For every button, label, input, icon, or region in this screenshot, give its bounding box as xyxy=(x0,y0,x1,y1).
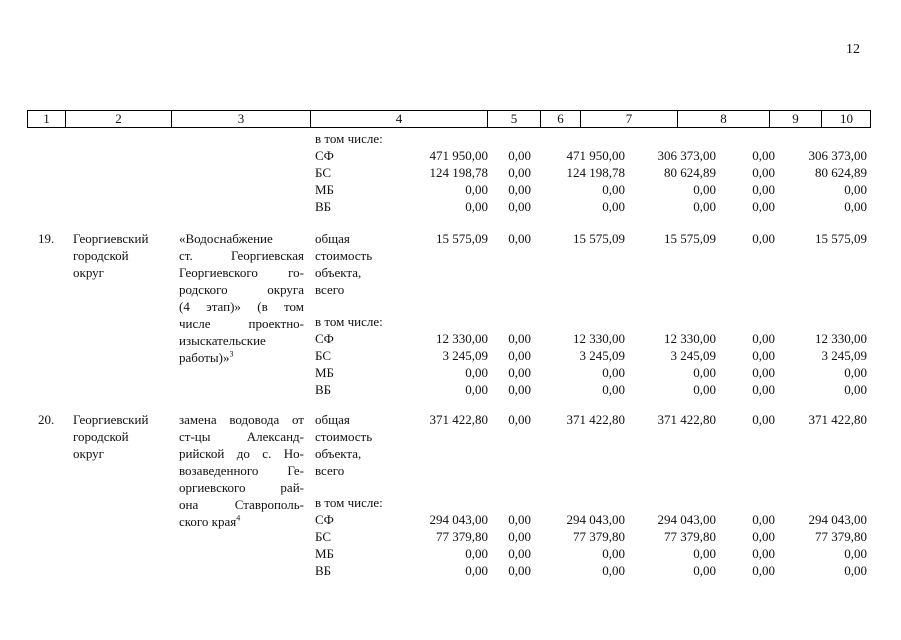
block20-row-СФ-col-8: 294 043,00 xyxy=(657,512,716,527)
block19-row-ВБ-col-8: 0,00 xyxy=(693,382,716,397)
block19-row-СФ-col-9: 0,00 xyxy=(752,331,775,346)
block19-description-line: работы)» xyxy=(179,350,230,365)
block19-row-МБ-col-6: 0,00 xyxy=(508,365,531,380)
block20-total-label-line: стоимость xyxy=(315,429,373,444)
block19-row-ВБ-col-10: 0,00 xyxy=(844,382,867,397)
block0-row-СФ-col-6: 0,00 xyxy=(508,148,531,163)
block20-row-ВБ-col-5: 0,00 xyxy=(465,563,488,578)
block19-total-label-line: всего xyxy=(315,282,345,297)
block20-description-last-line xyxy=(179,513,304,530)
block20-description-line: возаведенного Ге- xyxy=(179,463,304,478)
header-cell-6: 6 xyxy=(541,111,581,127)
block0-row-СФ-key: СФ xyxy=(315,148,334,163)
block19-row-БС-col-9: 0,00 xyxy=(752,348,775,363)
block0-row-БС-col-7: 124 198,78 xyxy=(566,165,625,180)
block20-total-col-9: 0,00 xyxy=(752,412,775,427)
block20-row-МБ-col-5: 0,00 xyxy=(465,546,488,561)
block20-district-line: городской xyxy=(73,429,129,444)
block19-row-БС-key: БС xyxy=(315,348,332,363)
block20-description-line: рийской до с. Но- xyxy=(179,446,304,461)
block0-row-ВБ-col-10: 0,00 xyxy=(844,199,867,214)
block20-description-line: замена водовода от xyxy=(179,412,304,427)
block20-row-БС-col-9: 0,00 xyxy=(752,529,775,544)
block0-row-БС-col-9: 0,00 xyxy=(752,165,775,180)
block0-row-ВБ-col-6: 0,00 xyxy=(508,199,531,214)
block19-row-БС-col-10: 3 245,09 xyxy=(821,348,867,363)
header-cell-4: 4 xyxy=(311,111,488,127)
block19-description-line: изыскательские xyxy=(179,333,266,348)
block19-row-БС-col-8: 3 245,09 xyxy=(670,348,716,363)
block19-footnote-ref: 3 xyxy=(229,349,234,359)
block20-row-МБ-col-8: 0,00 xyxy=(693,546,716,561)
block0-row-СФ-col-7: 471 950,00 xyxy=(566,148,625,163)
block0-row-МБ-col-5: 0,00 xyxy=(465,182,488,197)
block20-description-line: ского края xyxy=(179,514,237,529)
block20-row-МБ-col-10: 0,00 xyxy=(844,546,867,561)
block20-total-label-line: общая xyxy=(315,412,350,427)
block20-total-col-8: 371 422,80 xyxy=(657,412,716,427)
block19-row-МБ-col-8: 0,00 xyxy=(693,365,716,380)
block19-row-СФ-col-8: 12 330,00 xyxy=(664,331,716,346)
block19-row-СФ-key: СФ xyxy=(315,331,334,346)
block0-row-ВБ-key: ВБ xyxy=(315,199,332,214)
block20-row-МБ-col-6: 0,00 xyxy=(508,546,531,561)
block19-row-МБ-col-5: 0,00 xyxy=(465,365,488,380)
block19-row-СФ-col-5: 12 330,00 xyxy=(436,331,488,346)
block20-description-line: она Ставрополь- xyxy=(179,497,304,512)
block0-row-ВБ-col-5: 0,00 xyxy=(465,199,488,214)
table-header xyxy=(27,110,871,128)
block0-row-МБ-col-7: 0,00 xyxy=(602,182,625,197)
block20-row-СФ-key: СФ xyxy=(315,512,334,527)
block0-row-БС-col-6: 0,00 xyxy=(508,165,531,180)
block20-description-line: ст-цы Александ- xyxy=(179,429,304,444)
block20-row-ВБ-key: ВБ xyxy=(315,563,332,578)
block19-row-МБ-key: МБ xyxy=(315,365,335,380)
block20-total-col-10: 371 422,80 xyxy=(808,412,867,427)
block19-row-МБ-col-9: 0,00 xyxy=(752,365,775,380)
block19-description-line: родского округа xyxy=(179,282,304,297)
block20-row-БС-col-7: 77 379,80 xyxy=(573,529,625,544)
block19-row-ВБ-col-5: 0,00 xyxy=(465,382,488,397)
block0-row-СФ-col-10: 306 373,00 xyxy=(808,148,867,163)
block20-row-ВБ-col-9: 0,00 xyxy=(752,563,775,578)
block19-description-line: «Водоснабжение xyxy=(179,231,273,246)
block20-row-БС-col-8: 77 379,80 xyxy=(664,529,716,544)
block19-description-last-line xyxy=(179,349,304,366)
header-cell-1: 1 xyxy=(28,111,66,127)
block19-district-line: округ xyxy=(73,265,104,280)
block19-description xyxy=(179,230,304,366)
block20-row-СФ-col-7: 294 043,00 xyxy=(566,512,625,527)
block20-row-ВБ-col-6: 0,00 xyxy=(508,563,531,578)
header-cell-3: 3 xyxy=(172,111,311,127)
block19-total-col-7: 15 575,09 xyxy=(573,231,625,246)
block19-including-label: в том числе: xyxy=(315,314,383,329)
block20-row-БС-col-6: 0,00 xyxy=(508,529,531,544)
block20-row-БС-key: БС xyxy=(315,529,332,544)
block19-description-line: ст. Георгиевская xyxy=(179,248,304,263)
block0-row-МБ-col-6: 0,00 xyxy=(508,182,531,197)
block20-description-line: оргиевского рай- xyxy=(179,480,304,495)
block19-row-БС-col-7: 3 245,09 xyxy=(579,348,625,363)
block19-total-label-line: общая xyxy=(315,231,350,246)
block20-total-col-6: 0,00 xyxy=(508,412,531,427)
block20-row-БС-col-5: 77 379,80 xyxy=(436,529,488,544)
block19-row-ВБ-key: ВБ xyxy=(315,382,332,397)
block0-row-БС-key: БС xyxy=(315,165,332,180)
block19-district-line: Георгиевский xyxy=(73,231,149,246)
block20-district-line: округ xyxy=(73,446,104,461)
block0-row-ВБ-col-7: 0,00 xyxy=(602,199,625,214)
block20-row-СФ-col-10: 294 043,00 xyxy=(808,512,867,527)
block19-total-col-6: 0,00 xyxy=(508,231,531,246)
block20-footnote-ref: 4 xyxy=(236,513,241,523)
block0-row-БС-col-5: 124 198,78 xyxy=(429,165,488,180)
block0-row-МБ-col-10: 0,00 xyxy=(844,182,867,197)
block20-row-ВБ-col-8: 0,00 xyxy=(693,563,716,578)
block19-row-МБ-col-10: 0,00 xyxy=(844,365,867,380)
block0-row-МБ-col-8: 0,00 xyxy=(693,182,716,197)
block19-total-col-8: 15 575,09 xyxy=(664,231,716,246)
header-cell-7: 7 xyxy=(581,111,678,127)
block20-total-label-line: объекта, xyxy=(315,446,362,461)
block19-total-label-line: объекта, xyxy=(315,265,362,280)
block0-row-СФ-col-8: 306 373,00 xyxy=(657,148,716,163)
block20-number: 20. xyxy=(38,412,55,427)
block19-row-ВБ-col-7: 0,00 xyxy=(602,382,625,397)
block0-row-ВБ-col-8: 0,00 xyxy=(693,199,716,214)
block19-row-ВБ-col-6: 0,00 xyxy=(508,382,531,397)
block19-total-col-5: 15 575,09 xyxy=(436,231,488,246)
block19-description-line: Георгиевского го- xyxy=(179,265,304,280)
block20-row-МБ-col-7: 0,00 xyxy=(602,546,625,561)
block20-row-СФ-col-5: 294 043,00 xyxy=(429,512,488,527)
block20-row-МБ-key: МБ xyxy=(315,546,335,561)
block0-row-БС-col-10: 80 624,89 xyxy=(815,165,867,180)
block20-including-label: в том числе: xyxy=(315,495,383,510)
block20-total-col-5: 371 422,80 xyxy=(429,412,488,427)
block19-row-СФ-col-10: 12 330,00 xyxy=(815,331,867,346)
block20-row-СФ-col-6: 0,00 xyxy=(508,512,531,527)
block19-total-col-9: 0,00 xyxy=(752,231,775,246)
block20-row-БС-col-10: 77 379,80 xyxy=(815,529,867,544)
block19-number: 19. xyxy=(38,231,55,246)
block19-description-line: (4 этап)» (в том xyxy=(179,299,304,314)
header-cell-2: 2 xyxy=(66,111,172,127)
block19-total-label-line: стоимость xyxy=(315,248,373,263)
block0-row-МБ-key: МБ xyxy=(315,182,335,197)
block20-row-ВБ-col-10: 0,00 xyxy=(844,563,867,578)
block20-row-ВБ-col-7: 0,00 xyxy=(602,563,625,578)
block19-row-БС-col-6: 0,00 xyxy=(508,348,531,363)
block19-row-МБ-col-7: 0,00 xyxy=(602,365,625,380)
block19-description-line: числе проектно- xyxy=(179,316,304,331)
header-cell-8: 8 xyxy=(678,111,770,127)
block20-district-line: Георгиевский xyxy=(73,412,149,427)
block19-row-СФ-col-6: 0,00 xyxy=(508,331,531,346)
block19-row-БС-col-5: 3 245,09 xyxy=(442,348,488,363)
header-cell-10: 10 xyxy=(840,111,853,126)
block0-row-СФ-col-9: 0,00 xyxy=(752,148,775,163)
block19-row-ВБ-col-9: 0,00 xyxy=(752,382,775,397)
block20-description xyxy=(179,411,304,530)
block0-including-label: в том числе: xyxy=(315,131,383,146)
block0-row-ВБ-col-9: 0,00 xyxy=(752,199,775,214)
header-cell-5: 5 xyxy=(488,111,541,127)
block0-row-БС-col-8: 80 624,89 xyxy=(664,165,716,180)
block20-total-label-line: всего xyxy=(315,463,345,478)
block20-row-СФ-col-9: 0,00 xyxy=(752,512,775,527)
block20-total-col-7: 371 422,80 xyxy=(566,412,625,427)
page-number: 12 xyxy=(846,42,860,57)
block0-row-МБ-col-9: 0,00 xyxy=(752,182,775,197)
block19-row-СФ-col-7: 12 330,00 xyxy=(573,331,625,346)
header-cell-9: 9 xyxy=(770,111,822,127)
block20-row-МБ-col-9: 0,00 xyxy=(752,546,775,561)
block0-row-СФ-col-5: 471 950,00 xyxy=(429,148,488,163)
block19-total-col-10: 15 575,09 xyxy=(815,231,867,246)
block19-district-line: городской xyxy=(73,248,129,263)
